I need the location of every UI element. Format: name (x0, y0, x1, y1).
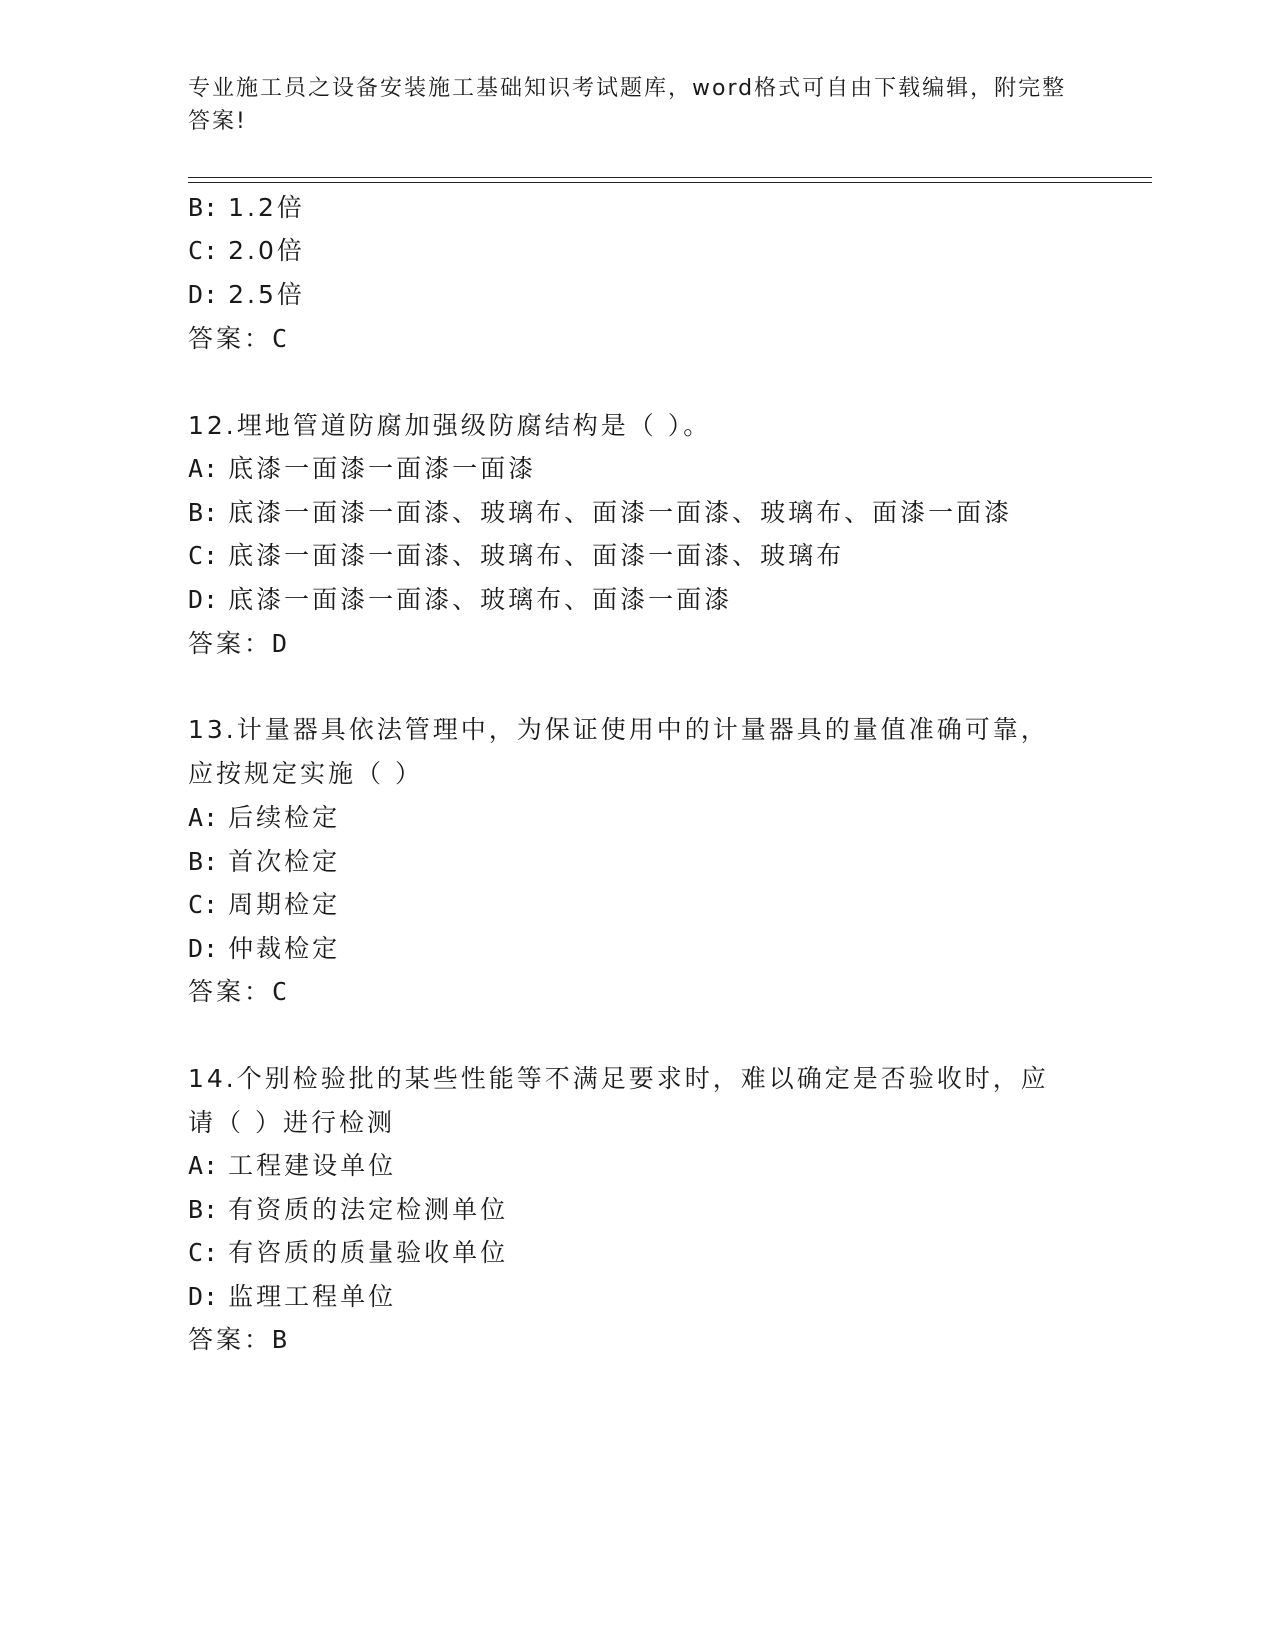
option-d: D: 底漆一面漆一面漆、玻璃布、面漆一面漆 (188, 585, 733, 614)
option-c: C: 有咨质的质量验收单位 (188, 1238, 509, 1267)
question-stem: 14.个别检验批的某些性能等不满足要求时，难以确定是否验收时，应 (188, 1064, 1049, 1093)
question-stem-continued: 应按规定实施（ ） (188, 759, 423, 788)
option-c: C: 2.0倍 (188, 236, 305, 265)
option-a: A: 底漆一面漆一面漆一面漆 (188, 454, 537, 483)
answer-line: 答案：C (188, 324, 288, 353)
option-b: B: 底漆一面漆一面漆、玻璃布、面漆一面漆、玻璃布、面漆一面漆 (188, 498, 1013, 527)
question-stem: 12.埋地管道防腐加强级防腐结构是（ ）。 (188, 411, 712, 440)
option-a: A: 工程建设单位 (188, 1151, 397, 1180)
option-b: B: 1.2倍 (188, 193, 305, 222)
option-d: D: 仲裁检定 (188, 934, 341, 963)
option-c: C: 底漆一面漆一面漆、玻璃布、面漆一面漆、玻璃布 (188, 541, 845, 570)
answer-line: 答案：D (188, 629, 288, 658)
header-divider-top (188, 177, 1152, 178)
header-divider-bottom (188, 182, 1152, 183)
option-c: C: 周期检定 (188, 890, 341, 919)
option-d: D: 2.5倍 (188, 280, 305, 309)
header-title: 专业施工员之设备安装施工基础知识考试题库，word格式可自由下载编辑，附完整答案! (188, 76, 1067, 134)
question-stem: 13.计量器具依法管理中，为保证使用中的计量器具的量值准确可靠， (188, 715, 1049, 744)
answer-line: 答案：B (188, 1325, 288, 1354)
option-b: B: 有资质的法定检测单位 (188, 1195, 509, 1224)
option-a: A: 后续检定 (188, 803, 341, 832)
document-header (188, 72, 1068, 138)
option-b: B: 首次检定 (188, 847, 341, 876)
answer-line: 答案：C (188, 977, 288, 1006)
option-d: D: 监理工程单位 (188, 1282, 397, 1311)
question-stem-continued: 请（ ）进行检测 (188, 1108, 395, 1137)
